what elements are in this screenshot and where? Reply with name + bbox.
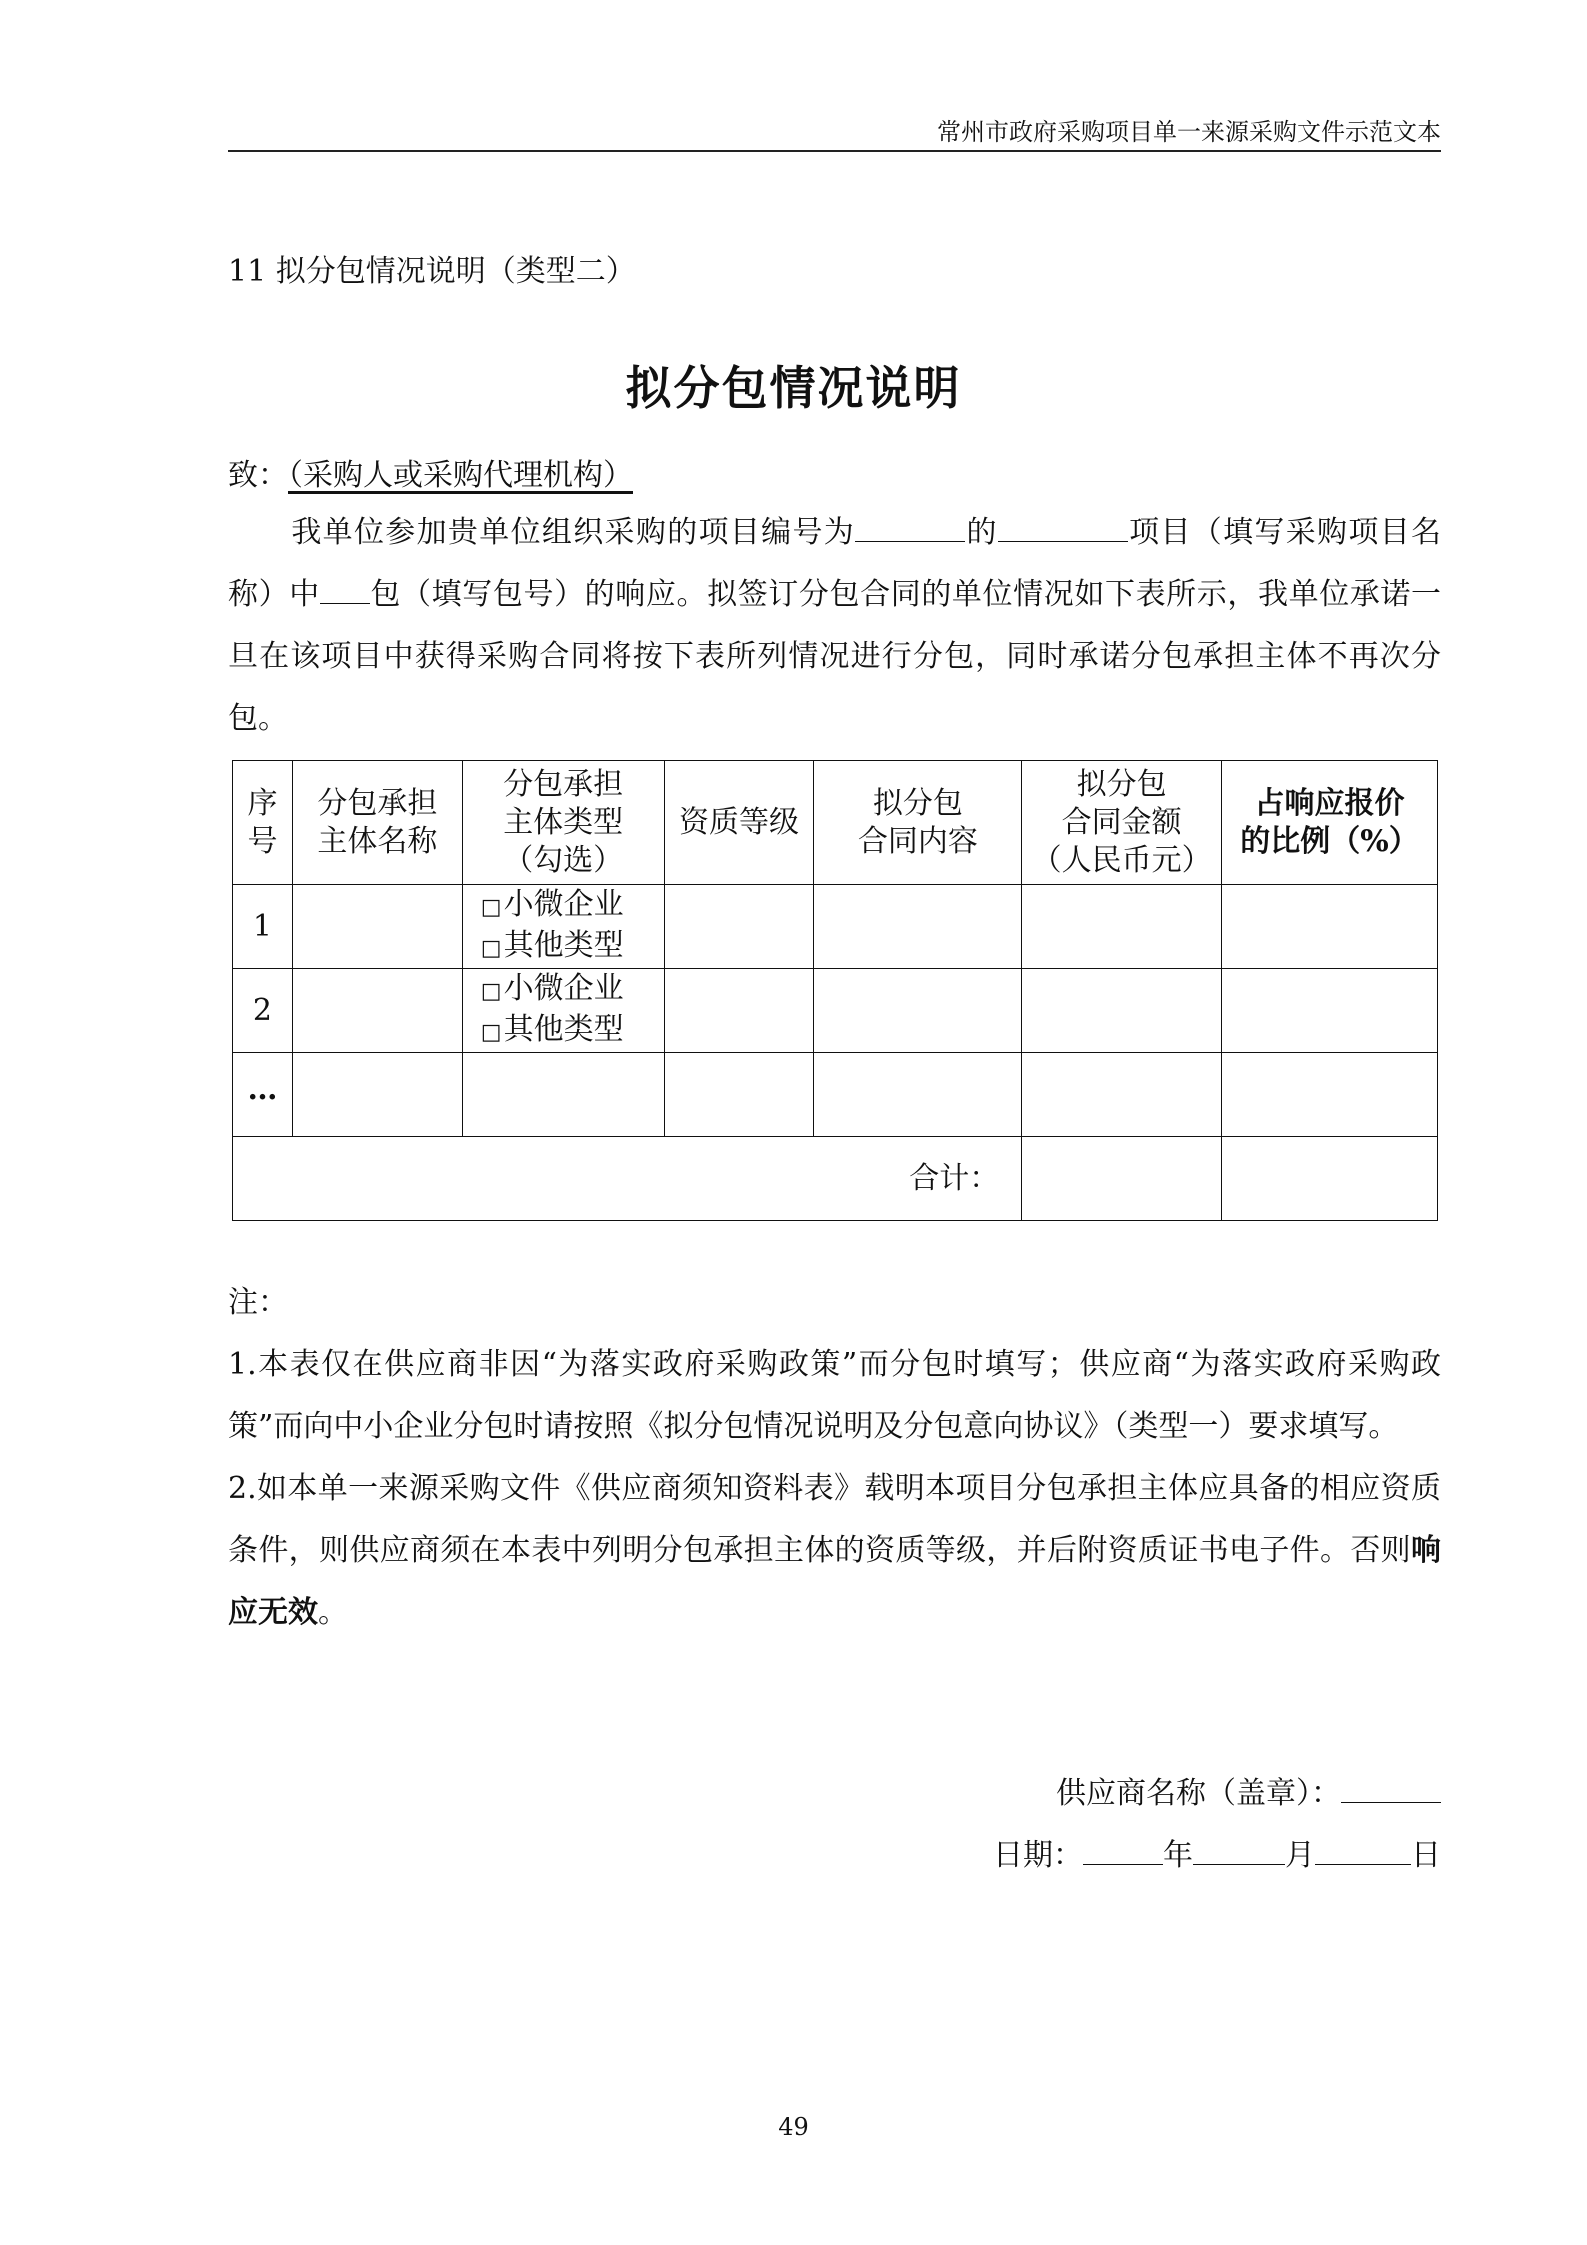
header-ratio: 占响应报价 的比例（%） (1222, 761, 1438, 885)
body-paragraph (228, 502, 1441, 750)
table-row (233, 1053, 1438, 1137)
cell-subcontractor-name[interactable] (292, 1053, 462, 1137)
supplier-name-label: 供应商名称（盖章）： (1056, 1776, 1341, 1811)
year-blank[interactable] (1083, 1838, 1163, 1865)
document-title: 拟分包情况说明 (625, 361, 962, 415)
checkbox-icon[interactable]: □ (480, 978, 502, 1004)
cell-type-options (462, 885, 664, 969)
header-seq: 序 号 (233, 761, 293, 885)
cell-type-options (462, 969, 664, 1053)
row-seq: 1 (233, 885, 293, 969)
header-subcontractor-name: 分包承担 主体名称 (292, 761, 462, 885)
option-small-enterprise[interactable]: □小微企业 (480, 970, 624, 1006)
body-text-2: 的 (965, 515, 998, 550)
supplier-name-blank[interactable] (1341, 1776, 1441, 1803)
cell-qualification[interactable] (664, 1053, 814, 1137)
checkbox-icon[interactable]: □ (480, 894, 502, 920)
body-text-3: 项目（填写采购项目名称）中 (228, 515, 1442, 612)
addressee-recipient: （采购人或采购代理机构） (288, 458, 633, 493)
cell-subcontractor-name[interactable] (292, 885, 462, 969)
notes-section (228, 1272, 1441, 1644)
table-row (233, 969, 1438, 1053)
body-text-1: 我单位参加贵单位组织采购的项目编号为 (290, 515, 856, 550)
page-header (228, 112, 1441, 152)
header-subcontractor-type: 分包承担 主体类型 （勾选） (462, 761, 664, 885)
option-small-enterprise[interactable]: □小微企业 (480, 886, 624, 922)
cell-ratio[interactable] (1222, 969, 1438, 1053)
cell-contract-content[interactable] (814, 969, 1022, 1053)
addressee-prefix: 致： (228, 458, 288, 493)
day-blank[interactable] (1315, 1838, 1411, 1865)
month-blank[interactable] (1193, 1838, 1285, 1865)
cell-contract-amount[interactable] (1022, 969, 1222, 1053)
row-seq: … (233, 1053, 293, 1137)
option-other-type[interactable]: □其他类型 (480, 927, 624, 963)
date-label: 日期： (993, 1838, 1083, 1873)
option-other-type[interactable]: □其他类型 (480, 1011, 624, 1047)
cell-qualification[interactable] (664, 969, 814, 1053)
section-title: 11 拟分包情况说明（类型二） (228, 254, 636, 289)
checkbox-icon[interactable]: □ (480, 935, 502, 961)
page-number: 49 (778, 2113, 809, 2141)
total-label: 合计： (233, 1137, 1022, 1221)
addressee-line (228, 450, 633, 494)
cell-contract-amount[interactable] (1022, 885, 1222, 969)
checkbox-icon[interactable]: □ (480, 1019, 502, 1045)
cell-contract-content[interactable] (814, 885, 1022, 969)
row-seq: 2 (233, 969, 293, 1053)
month-label: 月 (1285, 1838, 1315, 1873)
project-number-blank[interactable] (855, 515, 965, 542)
cell-ratio[interactable] (1222, 885, 1438, 969)
cell-ratio[interactable] (1222, 1053, 1438, 1137)
cell-qualification[interactable] (664, 885, 814, 969)
note-2-emphasis: 响应无效 (228, 1533, 1441, 1630)
header-title: 常州市政府采购项目单一来源采购文件示范文本 (937, 118, 1441, 146)
cell-subcontractor-name[interactable] (292, 969, 462, 1053)
package-number-blank[interactable] (320, 577, 370, 604)
cell-contract-amount[interactable] (1022, 1053, 1222, 1137)
table-row (233, 885, 1438, 969)
subcontract-table (232, 760, 1438, 1221)
table-total-row (233, 1137, 1438, 1221)
note-2: 2.如本单一来源采购文件《供应商须知资料表》载明本项目分包承担主体应具备的相应资质条件，则供应商须在本表中列明分包承担主体的资质等级，并后附资质证书电子件。否则响应无效。 (228, 1471, 1441, 1630)
header-contract-content: 拟分包 合同内容 (814, 761, 1022, 885)
header-contract-amount: 拟分包 合同金额 （人民币元） (1022, 761, 1222, 885)
project-name-blank[interactable] (998, 515, 1128, 542)
cell-contract-content[interactable] (814, 1053, 1022, 1137)
note-1: 1.本表仅在供应商非因“为落实政府采购政策”而分包时填写；供应商“为落实政府采购政策”而向中小企业分包时请按照《拟分包情况说明及分包意向协议》（类型一）要求填写。 (228, 1347, 1441, 1444)
table-header-row (233, 761, 1438, 885)
year-label: 年 (1163, 1838, 1193, 1873)
date-line (993, 1830, 1441, 1874)
notes-label: 注： (228, 1285, 288, 1320)
total-amount-cell[interactable] (1022, 1137, 1222, 1221)
body-text-4: 包（填写包号）的响应。拟签订分包合同的单位情况如下表所示，我单位承诺一旦在该项目中获得采购合同将按下表所列情况进行分包，同时承诺分包承担主体不再次分包。 (228, 577, 1442, 736)
day-label: 日 (1411, 1838, 1441, 1873)
supplier-signature-line (1056, 1768, 1441, 1812)
cell-type-options[interactable] (462, 1053, 664, 1137)
total-ratio-cell[interactable] (1222, 1137, 1438, 1221)
header-qualification: 资质等级 (664, 761, 814, 885)
